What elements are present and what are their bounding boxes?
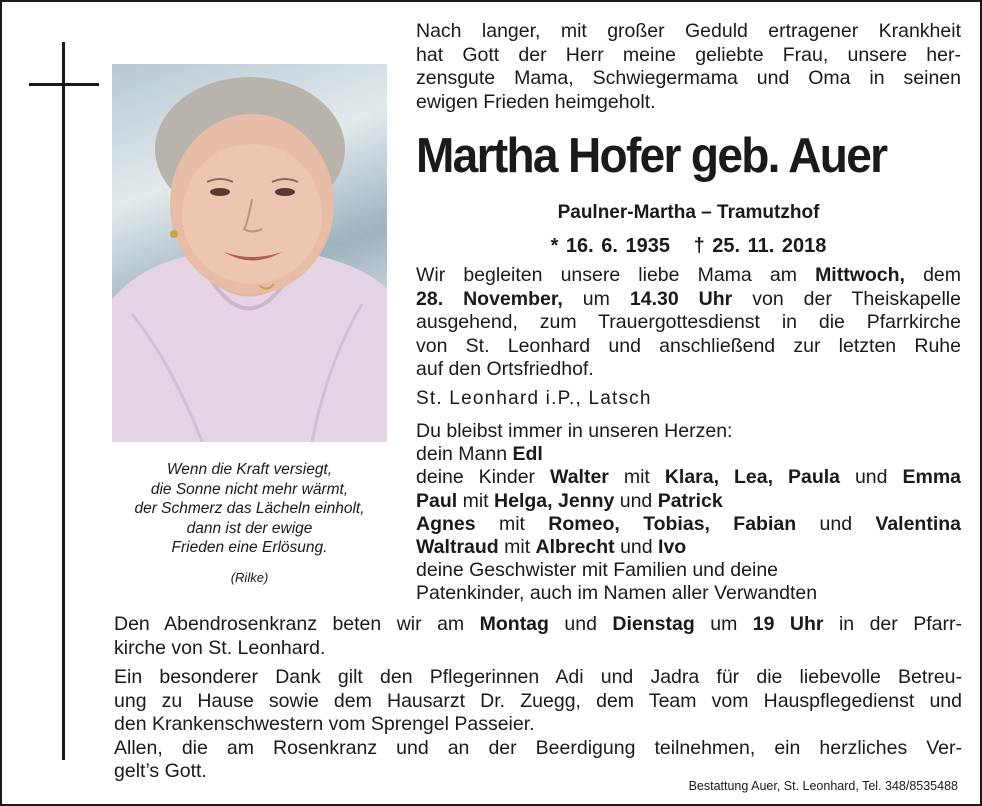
place-line: St. Leonhard i.P., Latsch [416, 388, 652, 409]
poem-line: Frieden eine Erlösung. [171, 539, 328, 556]
rosary-line: Den Abendrosenkranz beten wir am Montag und Dienstag um 19 Uhr in der Pfarr- [114, 613, 962, 635]
thanks-line: Ein besonderer Dank gilt den Pflegerinnen Adi und Jadra für die liebevolle Betreu- [114, 666, 962, 688]
mourner-family: Agnes mit Romeo, Tobias, Fabian und Valentina [416, 512, 962, 535]
funeral-line: von St. Leonhard und anschließend zur letzten Ruhe [416, 334, 961, 357]
mourner-godchildren: Patenkinder, auch im Namen aller Verwandten [416, 582, 818, 605]
thanks-text [114, 666, 962, 784]
intro-text [416, 20, 961, 114]
poem-line: Wenn die Kraft versiegt, [166, 461, 333, 478]
intro-line: ewigen Frieden heimgeholt. [416, 90, 656, 113]
intro-line: Nach langer, mit großer Geduld ertragener Krankheit [416, 20, 961, 42]
deceased-nickname: Paulner-Martha – Tramutzhof [557, 202, 820, 223]
poem-line: die Sonne nicht mehr wärmt, [150, 480, 349, 498]
poem [112, 460, 387, 558]
mourner-siblings: deine Geschwister mit Familien und deine [416, 559, 779, 582]
intro-line: hat Gott der Herr meine geliebte Frau, unsere her- [416, 43, 961, 66]
funeral-line: auf den Ortsfriedhof. [416, 358, 594, 380]
funeral-line: 28. November, um 14.30 Uhr von der Theiskapelle [416, 287, 961, 310]
thanks-line: gelt’s Gott. [114, 760, 207, 782]
poem-line: der Schmerz das Lächeln einholt, [134, 500, 365, 517]
deceased-name: Martha Hofer geb. Auer [416, 129, 887, 183]
funeral-info [416, 264, 961, 382]
funeral-home-footer: Bestattung Auer, St. Leonhard, Tel. 348/8535488 [688, 779, 958, 793]
poem-author: (Rilke) [230, 570, 269, 585]
rosary-info [114, 613, 962, 660]
thanks-line: den Krankenschwestern vom Sprengel Passeier. [114, 713, 535, 735]
mourner-family: deine Kinder Walter mit Klara, Lea, Paula und Emma [416, 466, 961, 489]
life-dates [416, 235, 961, 258]
death-date: † 25. 11. 2018 [693, 235, 827, 257]
intro-line: zensgute Mama, Schwiegermama und Oma in seinen [416, 67, 961, 89]
mourner-family: Paul mit Helga, Jenny und Patrick [416, 489, 723, 512]
mourners-intro: Du bleibst immer in unseren Herzen: [416, 420, 733, 442]
mourners-list [416, 420, 961, 606]
thanks-line: Allen, die am Rosenkranz und an der Beerdigung teilnehmen, ein herzliches Ver- [114, 736, 962, 759]
thanks-line: ung zu Hause sowie dem Hausarzt Dr. Zuegg, dem Team vom Hauspflegedienst und [114, 689, 962, 712]
funeral-line: Wir begleiten unsere liebe Mama am Mittwoch, dem [416, 264, 961, 286]
cross-icon-bar [29, 83, 99, 86]
rosary-line: kirche von St. Leonhard. [114, 636, 326, 659]
mourner-husband: dein Mann Edl [416, 443, 543, 466]
poem-line: dann ist der ewige [186, 519, 313, 537]
funeral-line: ausgehend, zum Trauergottesdienst in die Pfarrkirche [416, 311, 961, 333]
mourner-family: Waltraud mit Albrecht und Ivo [416, 536, 687, 559]
portrait-photo [112, 64, 387, 442]
birth-date: * 16. 6. 1935 [550, 235, 671, 257]
cross-icon [62, 42, 65, 760]
